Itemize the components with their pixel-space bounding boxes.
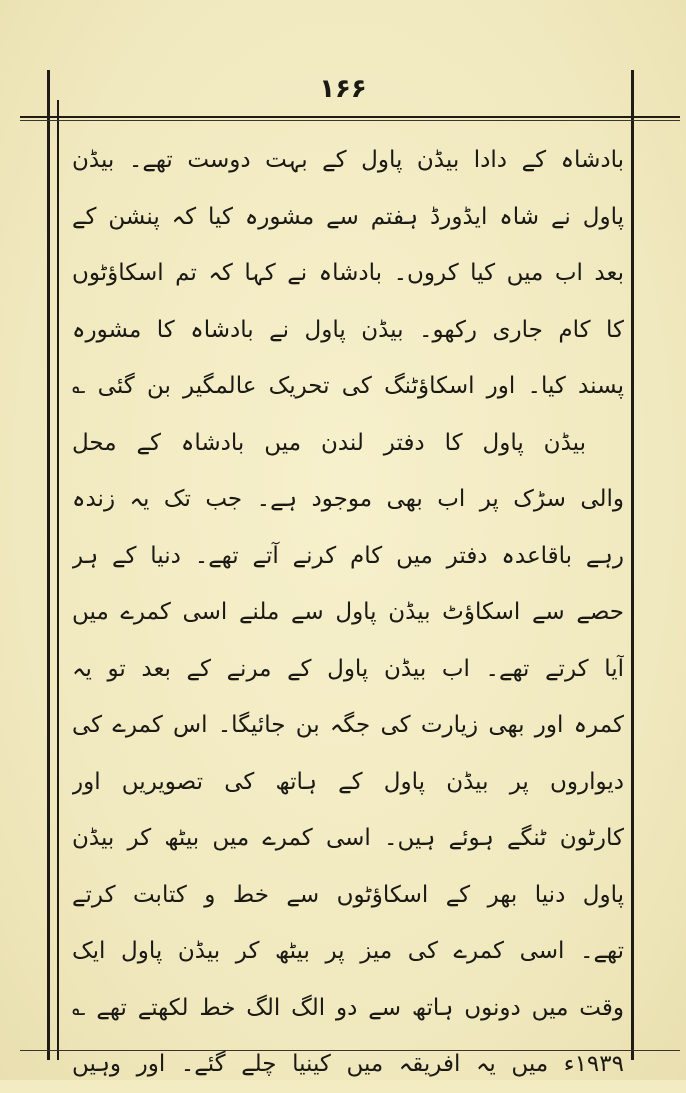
- text-line: دیواروں پر بیڈن پاول کے ہاتھ کی تصویریں اور: [72, 768, 624, 795]
- right-border-rule: [631, 70, 634, 1060]
- body-text: [72, 132, 624, 1093]
- text-line: آیا کرتے تھے۔ اب بیڈن پاول کے مرنے کے بعد تو یہ: [72, 655, 624, 682]
- text-line: کمرہ اور بھی زیارت کی جگہ بن جائیگا۔ اس کمرے کی: [72, 712, 624, 738]
- text-line: پسند کیا۔ اور اسکاؤٹنگ کی تحریک عالمگیر بن گئی ؎: [72, 373, 624, 399]
- text-line: کا کام جاری رکھو۔ بیڈن پاول نے بادشاہ کا مشورہ: [72, 316, 624, 343]
- text-line: پاول نے شاہ ایڈورڈ ہفتم سے مشورہ کیا کہ پنشن کے: [72, 203, 624, 230]
- text-line: رہے باقاعدہ دفتر میں کام کرنے آتے تھے۔ دنیا کے ہر: [72, 542, 624, 569]
- text-line: ۱۹۳۹ء میں یہ افریقہ میں کینیا چلے گئے۔ اور وہیں: [72, 1051, 624, 1077]
- text-line: حصے سے اسکاؤٹ بیڈن پاول سے ملنے اسی کمرے میں: [72, 599, 624, 625]
- header-rule-secondary: [20, 120, 680, 121]
- text-line: وقت میں دونوں ہاتھ سے دو الگ الگ خط لکھتے تھے ؎: [72, 994, 624, 1021]
- text-line: بادشاہ کے دادا بیڈن پاول کے بہت دوست تھے۔ بیڈن: [72, 147, 624, 173]
- page-number: ۱۶۶: [319, 74, 367, 104]
- paragraph-start-line: بیڈن پاول کا دفتر لندن میں بادشاہ کے محل: [72, 429, 586, 456]
- text-line: تھے۔ اسی کمرے کی میز پر بیٹھ کر بیڈن پاول ایک: [72, 938, 624, 964]
- text-line: پاول دنیا بھر کے اسکاؤٹوں سے خط و کتابت کرتے: [72, 881, 624, 908]
- header-rule: [20, 116, 680, 118]
- text-line: بعد اب میں کیا کروں۔ بادشاہ نے کہا کہ تم اسکاؤٹوں: [72, 260, 624, 286]
- text-line: والی سڑک پر اب بھی موجود ہے۔ جب تک یہ زندہ: [72, 486, 624, 512]
- inner-left-border-rule: [57, 100, 59, 1060]
- left-border-rule: [47, 70, 50, 1060]
- text-line: کارٹون ٹنگے ہوئے ہیں۔ اسی کمرے میں بیٹھ کر بیڈن: [72, 825, 624, 851]
